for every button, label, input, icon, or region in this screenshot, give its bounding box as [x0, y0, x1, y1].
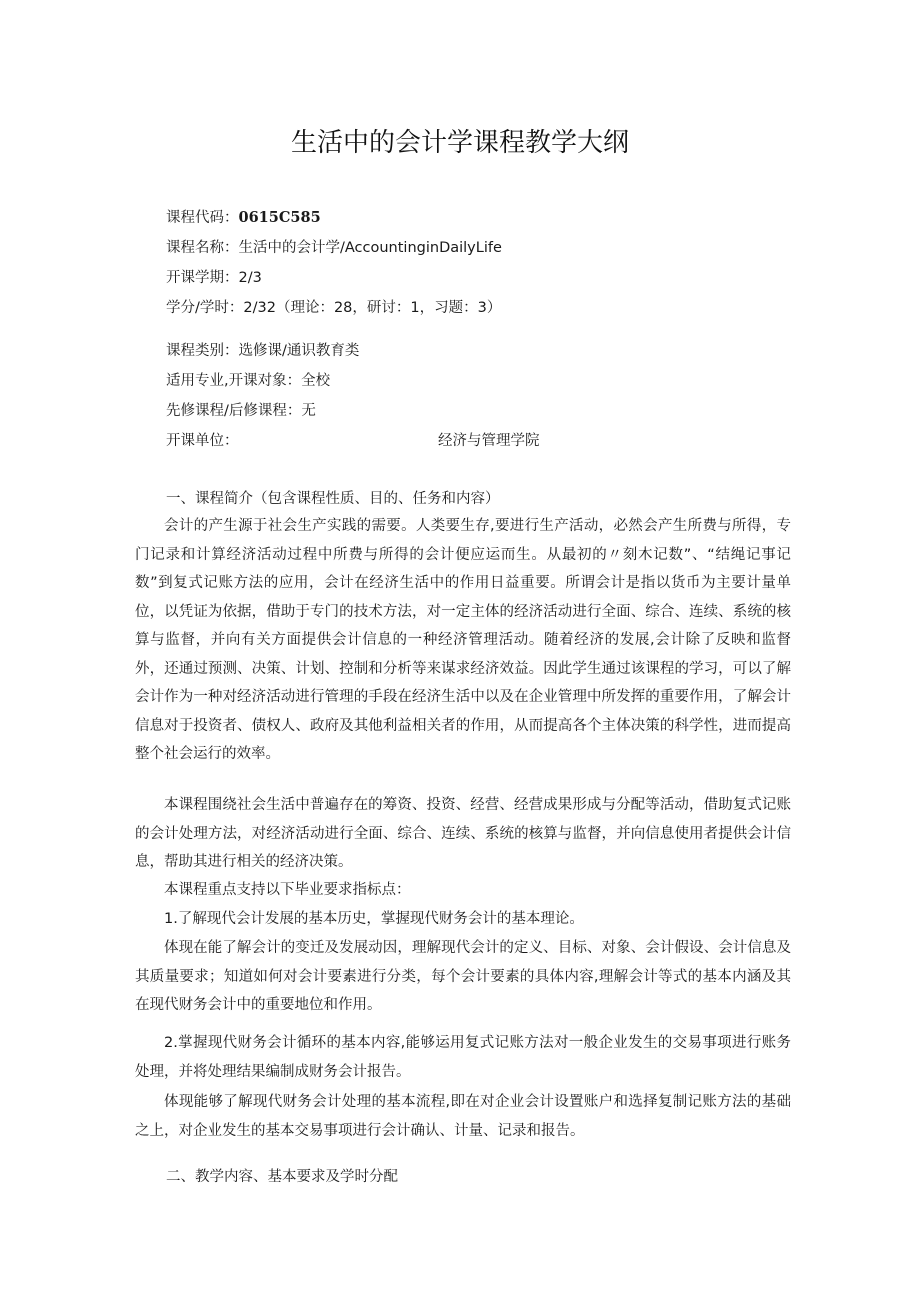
course-unit-line: [166, 431, 766, 451]
course-credit-value: 2/32（理论：28，研讨：1，习题：3）: [243, 300, 502, 316]
course-term-value: 2/3: [238, 270, 262, 286]
course-name-value: 生活中的会计学/AccountinginDailyLife: [238, 240, 502, 256]
course-prereq-line: [166, 401, 316, 421]
course-category-label: 课程类别：: [166, 343, 239, 359]
section-1-paragraph-5: 体现在能了解会计的变迁及发展动因，理解现代会计的定义、目标、对象、会计假设、会计信息及其质量要求；知道如何对会计要素进行分类，每个会计要素的具体内容,理解会计等式的基本内涵及其在现代财务会计中的重要地位和作用。: [135, 940, 791, 1013]
section-1-paragraph-1: 会计的产生源于社会生产实践的需要。人类要生存,要进行生产活动，必然会产生所费与所得，专门记录和计算经济活动过程中所费与所得的会计便应运而生。从最初的〃刻木记数”、“结绳记事记数”到复式记账方法的应用，会计在经济生活中的作用日益重要。所谓会计是指以货币为主要计量单位，以凭证为依据，借助于专门的技术方法，对一定主体的经济活动进行全面、综合、连续、系统的核算与监督，并向有关方面提供会计信息的一种经济管理活动。随着经济的发展,会计除了反映和监督外，还通过预测、决策、计划、控制和分析等来谋求经济效益。因此学生通过该课程的学习，可以了解会计作为一种对经济活动进行管理的手段在经济生活中以及在企业管理中所发挥的重要作用，了解会计信息对于投资者、债权人、政府及其他利益相关者的作用，从而提高各个主体决策的科学性，进而提高整个社会运行的效率。: [135, 518, 791, 762]
course-category-value: 选修课/通识教育类: [238, 343, 360, 359]
page-title: 生活中的会计学课程教学大纲: [290, 128, 629, 158]
section-1-paragraph-7: 体现能够了解现代财务会计处理的基本流程,即在对企业会计设置账户和选择复制记账方法的基础之上，对企业发生的基本交易事项进行会计确认、计量、记录和报告。: [135, 1094, 791, 1139]
course-credit-label: 学分/学时：: [166, 300, 244, 316]
course-major-label: 适用专业,开课对象：: [166, 373, 302, 389]
course-unit-value: 经济与管理学院: [438, 433, 540, 449]
section-1-paragraph-3: 本课程重点支持以下毕业要求指标点：: [164, 882, 411, 898]
section-1-paragraph-4: 1.了解现代会计发展的基本历史，掌握现代财务会计的基本理论。: [164, 911, 584, 927]
section-1-paragraph-6: 2.掌握现代财务会计循环的基本内容,能够运用复式记账方法对一般企业发生的交易事项进行账务处理，并将处理结果编制成财务会计报告。: [135, 1035, 791, 1080]
course-major-line: [166, 371, 330, 391]
section-1-paragraph-2: 本课程围绕社会生活中普遍存在的筹资、投资、经营、经营成果形成与分配等活动，借助复式记账的会计处理方法，对经济活动进行全面、综合、连续、系统的核算与监督，并向信息使用者提供会计信息，帮助其进行相关的经济决策。: [135, 797, 791, 870]
course-code-label: 课程代码：: [166, 210, 239, 226]
course-name-label: 课程名称：: [166, 240, 239, 256]
section-2-heading: 二、教学内容、基本要求及学时分配: [166, 1169, 398, 1185]
course-credit-line: [166, 298, 501, 318]
section-1-heading: 一、课程简介（包含课程性质、目的、任务和内容）: [166, 491, 500, 507]
course-prereq-label: 先修课程/后修课程：: [166, 403, 302, 419]
course-code-line: [166, 208, 321, 228]
course-code-value: 0615C585: [238, 209, 321, 226]
course-term-label: 开课学期：: [166, 270, 239, 286]
course-name-line: [166, 238, 502, 258]
course-term-line: [166, 268, 262, 288]
course-category-line: [166, 341, 359, 361]
course-unit-label: 开课单位：: [166, 433, 239, 449]
course-major-value: 全校: [301, 373, 331, 389]
course-prereq-value: 无: [301, 403, 316, 419]
